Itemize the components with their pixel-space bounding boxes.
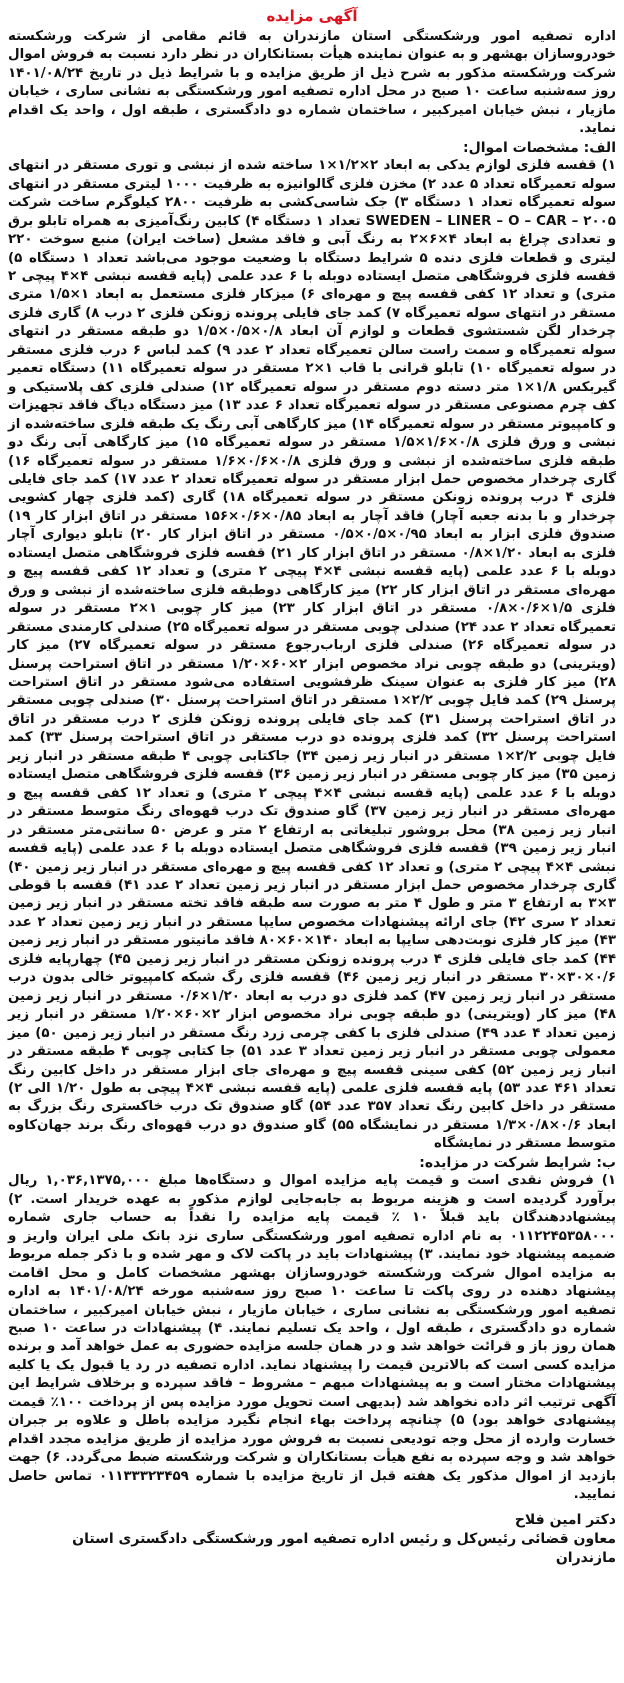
section-a-heading: الف: مشخصات اموال: (463, 139, 616, 156)
section-b-body: ۱) فروش نقدی است و قیمت پایه مزایده اموال و دستگاه‌ها مبلغ ۱,۰۳۶,۱۳۷۵,۰۰۰ ریال برآورد گردیده است و هزینه مربوط به جابه‌جایی لوازم مذکور به عهده خریدار است. ۲) پیشنهاددهندگان باید قبلاً ۱۰ ٪ قیمت پایه مزایده را نقداً به حساب جاری شماره ۰۱۱۲۲۴۵۳۵۸۰۰۰ به نام اداره تصفیه امور ورشکستگی ساری نزد بانک ملی ایران واریز و ضمیمه پیشنهاد خود نمایند. ۳) پیشنهادات باید در پاکت لاک و مهر شده و با ذکر جمله مربوط به مزایده اموال شرکت ورشکسته خودروسازان بهشهر مشخصات کامل و محل اقامت پیشنهاد دهنده در روی پاکت تا ساعت ۱۰ صبح روز سه‌شنبه مورخه ۱۴۰۱/۰۸/۲۴ به اداره تصفیه امور ورشکستگی به نشانی ساری ، خیابان مازیار ، نبش خیابان امیرکبیر ، ساختمان شماره دو دادگستری ، طبقه اول ، واحد یک تسلیم نمایند. ۴) پیشنهادات در ساعت ۱۰ صبح همان روز باز و قرائت خواهد شد و در همان جلسه مزایده حضوری به عمل خواهد آمد و برنده مزایده کسی است که بالاترین قیمت را پیشنهاد نماید. اداره تصفیه در رد یا قبول یک یا کلیه پیشنهادات مختار است و به پیشنهادات مبهم – مشروط – فاقد سپرده و برخلاف شرایط این آگهی ترتیب اثر داده نخواهد شد (بدیهی است تحویل مورد مزایده پس از پرداخت ۱۰۰٪ قیمت پیشنهادی خواهد بود) ۵) چنانچه پرداخت بهاء انجام نگیرد مزایده باطل و علاوه بر جبران خسارت وارده از محل وجه تودیعی نسبت به فروش مورد مزایده از طریق مزایده مجدد اقدام خواهد شد و وجه سپرده به نفع هیأت بستانکاران و شرکت ورشکسته ضبط می‌گردد. ۶) جهت بازدید از اموال مذکور یک هفته قبل از تاریخ مزایده با شماره ۰۱۱۳۳۳۲۳۴۵۹ تماس حاصل نمایید. (8, 1173, 617, 1503)
notice-title: آگهی مزایده (266, 7, 358, 25)
signatory-name: دکتر امین فلاح (514, 1511, 616, 1528)
notice-intro: اداره تصفیه امور ورشکستگی استان مازندران به قائم مقامی از شرکت ورشکسته خودروسازان بهشهر و به عنوان نماینده هیأت بستانکاران در نظر دارد نسبت به فروش اموال شرکت ورشکسته مذکور به شرح ذیل از طریق مزایده و با شرایط ذیل در تاریخ ۱۴۰۱/۰۸/۲۴ روز سه‌شنبه ساعت ۱۰ صبح در محل اداره تصفیه امور ورشکستگی به نشانی ساری ، خیابان مازیار ، نبش خیابان امیرکبیر ، ساختمان شماره دو دادگستری ، طبقه اول ، واحد یک اقدام نماید. (8, 29, 616, 137)
signatory-title: معاون قضائی رئیس‌کل و رئیس اداره تصفیه امور ورشکستگی دادگستری استان مازندران (72, 1530, 616, 1566)
section-a-body: ۱) قفسه فلزی لوازم یدکی به ابعاد ۲×۱/۲×۱ ساخته شده از نبشی و توری مستقر در انتهای سوله تعمیرگاه تعداد ۵ عدد ۲) مخزن فلزی گالوانیزه به ظرفیت ۱۰۰۰ لیتری مستقر در انتهای سوله تعمیرگاه تعداد ۱ دستگاه ۳) جک شاسی‌کشی به ظرفیت ۲۸۰۰ کیلوگرم ساخت شرکت SWEDEN – LINER – O – CAR – ۲۰۰۵ تعداد ۱ دستگاه ۴) کابین رنگ‌آمیزی به همراه تابلو برق و تعدادی چراغ به ابعاد ۴×۶×۲ به رنگ آبی و فاقد مشعل (ساخت ایران) منبع سوخت ۲۲۰ لیتری و قطعات فلزی دنده ۵ شرایط دستگاه با وضعیت موجود می‌باشد تعداد ۱ دستگاه ۵) قفسه فلزی فروشگاهی متصل ایستاده دوبله با ۶ عدد علمی (پایه قفسه نبشی ۴×۴ پیچی ۲ متری) و تعداد ۱۲ کفی قفسه پیچ و مهره‌ای ۶) میزکار فلزی مستعمل به ابعاد ۱×۱/۵ متری مستقر در انتهای سوله تعمیرگاه ۷) کمد جای فایلی پرونده زونکن فلزی ۲ درب ۸) گاری فلزی چرخدار لگن شستشوی قطعات و لوازم آن ابعاد ۰/۸×۰/۵×۱/۵ دو طبقه مستقر در انتهای سوله تعمیرگاه و سمت راست سالن تعمیرگاه تعداد ۲ عدد ۹) کمد لباس ۶ درب فلزی مستقر در سوله تعمیرگاه ۱۰) تابلو قرانی با قاب ۱×۲ مستقر در سوله تعمیرگاه ۱۱) دستگاه تعمیر گیربکس ۱/۸×۱ متر دسته دوم مستقر در سوله تعمیرگاه ۱۲) صندلی فلزی کف پلاستیکی و کف چرم مصنوعی مستقر در سوله تعمیرگاه تعداد ۶ عدد ۱۳) میز دستگاه دیاگ فاقد تجهیزات و کامپیوتر مستقر در سوله تعمیرگاه ۱۴) میز کارگاهی آبی رنگ یک طبقه فلزی ساخته‌شده از نبشی و ورق فلزی ۰/۸×۱/۶×۱/۵ مستقر در سوله تعمیرگاه ۱۵) میز کارگاهی آبی رنگ دو طبقه فلزی ساخته‌شده از نبشی و ورق فلزی ۰/۸×۰/۶×۱/۶ مستقر در سوله تعمیرگاه ۱۶) گاری چرخدار مخصوص حمل ابزار مستقر در سوله تعمیرگاه تعداد ۲ عدد ۱۷) کمد جای فایلی فلزی ۴ درب پرونده زونکن مستقر در سوله تعمیرگاه ۱۸) گاری (کمد فلزی چهار کشویی چرخدار و با بدنه جعبه آچار) فاقد آچار به ابعاد ۰/۸۵×۰/۶×۱۵۶ مستقر در اتاق ابزار کار ۱۹) صندوق فلزی ابزار به ابعاد ۰/۹۵×۰/۵×۰/۵ مستقر در اتاق ابزار کار ۲۰) تابلو دیواری آچار فلزی به ابعاد ۱/۲۰×۰/۸ مستقر در اتاق ابزار کار ۲۱) قفسه فلزی فروشگاهی متصل ایستاده دوبله با ۶ عدد علمی (پایه قفسه نبشی ۴×۴ پیچی ۲ متری) و تعداد ۱۲ کفی قفسه پیچ و مهره‌ای مستقر در اتاق ابزار کار ۲۲) میز کارگاهی دوطبقه فلزی ساخته‌شده از نبشی و ورق فلزی ۱/۵×۰/۶×۰/۸ مستقر در اتاق ابزار کار ۲۳) میز کار چوبی ۱×۲ مستقر در سوله تعمیرگاه تعداد ۲ عدد ۲۴) صندلی چوبی مستقر در سوله تعمیرگاه ۲۵) صندلی کارمندی مستقر در سوله تعمیرگاه ۲۶) صندلی فلزی ارباب‌رجوع مستقر در سوله تعمیرگاه ۲۷) میز کار (ویترینی) دو طبقه چوبی نراد مخصوص ابزار ۲×۶۰×۱/۲۰ مستقر در اتاق استراحت پرسنل ۲۸) میز کار فلزی به عنوان سینک ظرفشویی استفاده می‌شود مستقر در اتاق استراحت پرسنل ۲۹) کمد فایل چوبی ۲/۲×۱ مستقر در اتاق استراحت پرسنل ۳۰) صندلی چوبی مستقر در اتاق استراحت پرسنل ۳۱) کمد جای فایلی پرونده زونکن فلزی ۲ درب مستقر در اتاق استراحت پرسنل ۳۲) کمد فلزی پرونده دو درب مستقر در اتاق استراحت پرسنل ۳۳) کمد فایل چوبی ۲/۲×۱ مستقر در انبار زیر زمین ۳۴) جاکتابی چوبی ۴ طبقه مستقر در انبار زیر زمین ۳۵) میز کار چوبی مستقر در انبار زیر زمین ۳۶) قفسه فلزی فروشگاهی متصل ایستاده دوبله با ۶ عدد علمی (پایه قفسه نبشی ۴×۴ پیچی ۲ متری) و تعداد ۱۲ کفی قفسه پیچ و مهره‌ای مستقر در انبار زیر زمین ۳۷) گاو صندوق تک درب قهوه‌ای رنگ متوسط مستقر در انبار زیر زمین ۳۸) محل بروشور تبلیغاتی به ارتفاع ۲ متر و عرض ۵۰ سانتی‌متر مستقر در انبار زیر زمین ۳۹) قفسه فلزی فروشگاهی متصل ایستاده دوبله با ۶ عدد علمی (پایه قفسه نبشی ۴×۴ پیچی ۲ متری) و تعداد ۱۲ کفی قفسه پیچ و مهره‌ای مستقر در انبار زیر زمین ۴۰) گاری چرخدار مخصوص حمل ابزار مستقر در انبار زیر زمین تعداد ۲ عدد ۴۱) قفسه با قوطی ۳×۳ به ارتفاع ۳ متر و طول ۴ متر به صورت سه طبقه فاقد تخته مستقر در انبار زیر زمین تعداد ۲ سری ۴۲) جای ارائه پیشنهادات مخصوص سایپا مستقر در انبار زیر زمین تعداد ۲ عدد ۴۳) میز کار فلزی نوبت‌دهی سایپا به ابعاد ۱۴۰×۶۰×۸۰ فاقد مانیتور مستقر در انبار زیر زمین ۴۴) کمد جای فایلی فلزی ۴ درب پرونده زونکن مستقر در انبار زیر زمین ۴۵) چهارپایه فلزی ۰/۶×۳۰×۳۰ مستقر در انبار زیر زمین ۴۶) قفسه فلزی رگ شبکه کامپیوتر خالی بدون درب مستقر در انبار زیر زمین ۴۷) کمد فلزی دو درب به ابعاد ۱/۲۰×۰/۶ مستقر در انبار زیر زمین ۴۸) میز کار (ویترینی) دو طبقه چوبی نراد مخصوص ابزار ۲×۶۰×۱/۲۰ مستقر در انبار زیر زمین تعداد ۴ عدد ۴۹) صندلی فلزی با کفی چرمی زرد رنگ مستقر در انبار زیر زمین ۵۰) میز معمولی چوبی مستقر در انبار زیر زمین تعداد ۳ عدد ۵۱) جا کتابی چوبی ۴ طبقه مستقر در انبار زیر زمین ۵۲) کفی سینی قفسه پیچ و مهره‌ای جای ابزار مستقر در داخل کابین رنگ تعداد ۴۶۱ عدد ۵۳) پایه قفسه فلزی علمی (پایه قفسه نبشی ۴×۴ پیچی به طول ۱/۲۰ الی ۲) مستقر در داخل کابین رنگ تعداد ۳۵۷ عدد ۵۴) گاو صندوق تک درب خاکستری رنگ بزرگ به ابعاد ۰/۶×۰/۸×۱/۳ مستقر در نمایشگاه ۵۵) گاو صندوق دو درب قهوه‌ای رنگ برند جهان‌کاوه متوسط مستقر در نمایشگاه (8, 158, 617, 1152)
section-b-heading: ب: شرایط شرکت در مزایده: (419, 1154, 616, 1171)
auction-notice (8, 6, 616, 1671)
